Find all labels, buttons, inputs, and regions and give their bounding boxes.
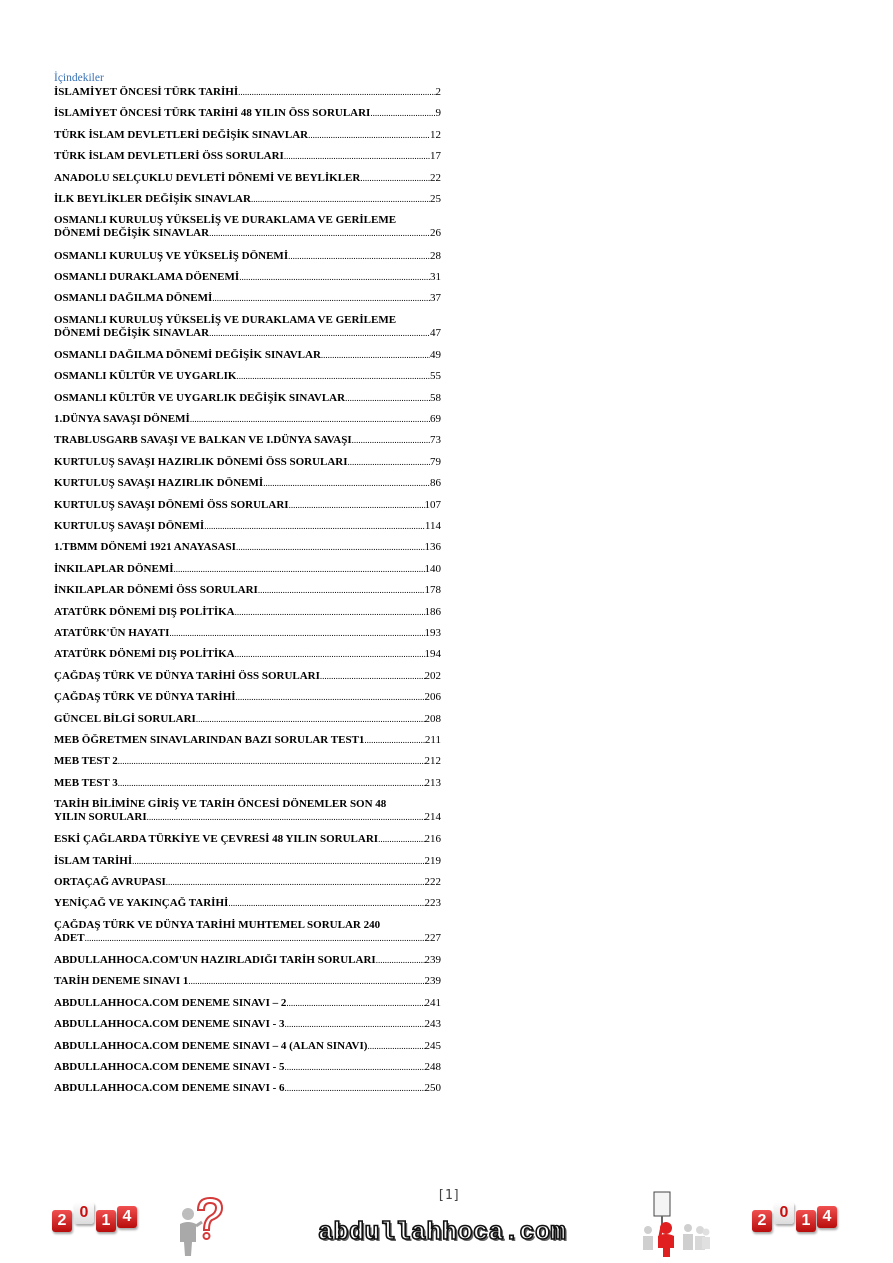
toc-entry[interactable] [54, 456, 441, 477]
toc-entry-title: ADET [54, 931, 85, 944]
dot-leader [235, 606, 425, 619]
toc-entry-page: 222 [424, 876, 441, 889]
toc-entry-page: 212 [424, 755, 441, 768]
toc-entry[interactable] [54, 584, 441, 605]
toc-entry[interactable] [54, 172, 441, 193]
toc-entry[interactable] [54, 798, 441, 833]
toc-entry-title: KURTULUŞ SAVAŞI DÖNEMİ [54, 520, 205, 533]
toc-entry-title: ATATÜRK DÖNEMİ DIŞ POLİTİKA [54, 648, 235, 661]
toc-entry-page: 219 [424, 854, 441, 867]
dot-leader [321, 349, 430, 362]
toc-entry[interactable] [54, 271, 441, 292]
dot-leader [209, 327, 430, 340]
year-digit: 1 [796, 1210, 816, 1232]
toc-entry[interactable] [54, 370, 441, 391]
toc-entry-page: 25 [430, 192, 441, 205]
toc-entry-title: 1.TBMM DÖNEMİ 1921 ANAYASASI [54, 541, 236, 554]
toc-entry-page: 178 [424, 584, 441, 597]
toc-entry-title: ESKİ ÇAĞLARDA TÜRKİYE VE ÇEVRESİ 48 YILIN SORULARI [54, 833, 379, 846]
dot-leader [367, 1040, 424, 1053]
year-2014-badge-left [50, 1200, 138, 1236]
dot-leader [238, 86, 435, 99]
toc-entry-title-line: OSMANLI KURULUŞ YÜKSELİŞ VE DURAKLAMA VE GERİLEME [54, 214, 397, 227]
toc-entry-title: ABDULLAHHOCA.COM DENEME SINAVI - 6 [54, 1082, 285, 1095]
dot-leader [263, 477, 430, 490]
toc-entry-title: KURTULUŞ SAVAŞI HAZIRLIK DÖNEMİ ÖSS SORULARI [54, 455, 348, 468]
dot-leader [360, 172, 430, 185]
dot-leader [288, 250, 430, 263]
toc-entry-title: OSMANLI KÜLTÜR VE UYGARLIK DEĞİŞİK SINAVLAR [54, 391, 346, 404]
toc-title: İçindekiler [54, 72, 104, 84]
dot-leader [308, 129, 430, 142]
toc-entry-title: ÇAĞDAŞ TÜRK VE DÜNYA TARİHİ [54, 691, 236, 704]
toc-entry-title: İNKILAPLAR DÖNEMİ ÖSS SORULARI [54, 584, 258, 597]
toc-entry-page: 55 [430, 370, 441, 383]
dot-leader [190, 413, 430, 426]
toc-entry[interactable] [54, 292, 441, 313]
toc-entry-page: 211 [424, 733, 441, 746]
toc-entry-title: ABDULLAHHOCA.COM DENEME SINAVI – 2 [54, 996, 287, 1009]
toc-entry-page: 140 [424, 562, 441, 575]
toc-entry-page: 69 [430, 413, 441, 426]
dot-leader [320, 670, 425, 683]
dot-leader [132, 855, 424, 868]
toc-entry-page: 241 [424, 996, 441, 1009]
toc-entry[interactable] [54, 86, 441, 107]
toc-entry[interactable] [54, 755, 441, 776]
toc-entry[interactable] [54, 833, 441, 854]
toc-entry[interactable] [54, 1061, 441, 1082]
toc-entry-title: GÜNCEL BİLGİ SORULARI [54, 712, 196, 725]
toc-entry[interactable] [54, 214, 441, 249]
toc-entry-title: OSMANLI KÜLTÜR VE UYGARLIK [54, 370, 237, 383]
dot-leader [173, 563, 424, 576]
dot-leader [239, 271, 430, 284]
toc-entry-page: 208 [424, 712, 441, 725]
toc-entry-title: KURTULUŞ SAVAŞI HAZIRLIK DÖNEMİ [54, 477, 264, 490]
toc-entry-page: 2 [435, 86, 441, 98]
year-digit: 1 [96, 1210, 116, 1232]
dot-leader [285, 1061, 425, 1074]
toc-entry-title: TÜRK İSLAM DEVLETLERİ DEĞİŞİK SINAVLAR [54, 128, 309, 141]
toc-entry-title: ABDULLAHHOCA.COM DENEME SINAVI - 3 [54, 1018, 285, 1031]
toc-entry[interactable] [54, 606, 441, 627]
toc-entry[interactable] [54, 855, 441, 876]
page-number: [1] [437, 1188, 461, 1203]
toc-entry-title: ABDULLAHHOCA.COM DENEME SINAVI – 4 (ALAN SINAVI) [54, 1039, 368, 1052]
toc-entry-page: 79 [430, 455, 441, 468]
toc-entry[interactable] [54, 129, 441, 150]
toc-entry[interactable] [54, 314, 441, 349]
site-logo-text: abdullahhoca.com [318, 1218, 567, 1247]
toc-entry-page: 248 [424, 1060, 441, 1073]
toc-entry-page: 227 [424, 931, 441, 944]
toc-entry-page: 186 [424, 605, 441, 618]
toc-entry-title: OSMANLI DURAKLAMA DÖENEMİ [54, 270, 240, 283]
toc-entry-page: 239 [424, 954, 441, 967]
dot-leader [364, 734, 425, 747]
toc-entry-title: İLK BEYLİKLER DEĞİŞİK SINAVLAR [54, 192, 251, 205]
toc-entry[interactable] [54, 627, 441, 648]
toc-entry-page: 73 [430, 434, 441, 447]
dot-leader [376, 954, 425, 967]
toc-entry[interactable] [54, 563, 441, 584]
toc-entry-page: 214 [424, 811, 441, 824]
dot-leader [204, 520, 425, 533]
dot-leader [378, 833, 424, 846]
dot-leader [345, 392, 430, 405]
toc-entry-page: 114 [424, 520, 441, 533]
toc-entry[interactable] [54, 1018, 441, 1039]
year-2014-badge-right [750, 1200, 838, 1236]
toc-entry[interactable] [54, 997, 441, 1018]
dot-leader [236, 691, 425, 704]
toc-entry[interactable] [54, 897, 441, 918]
toc-entry[interactable] [54, 392, 441, 413]
toc-entry-title: TÜRK İSLAM DEVLETLERİ ÖSS SORULARI [54, 150, 284, 163]
dot-leader [235, 648, 425, 661]
toc-entry-page: 26 [430, 227, 441, 240]
year-digit: 4 [117, 1206, 137, 1228]
toc-entry-page: 22 [430, 171, 441, 184]
toc-entry-title: TARİH DENEME SINAVI 1 [54, 975, 189, 988]
dot-leader [147, 811, 425, 824]
toc-entry-page: 49 [430, 348, 441, 361]
toc-entry[interactable] [54, 670, 441, 691]
dot-leader [285, 1082, 425, 1095]
toc-entry-page: 243 [424, 1018, 441, 1031]
toc-entry-title: YILIN SORULARI [54, 811, 147, 824]
toc-entry-page: 239 [424, 975, 441, 988]
toc-entry-title-line: ÇAĞDAŞ TÜRK VE DÜNYA TARİHİ MUHTEMEL SORULAR 240 [54, 918, 381, 931]
toc-entry[interactable] [54, 349, 441, 370]
toc-entry-page: 86 [430, 477, 441, 490]
toc-entry-page: 250 [424, 1082, 441, 1095]
toc-entry-title: ANADOLU SELÇUKLU DEVLETİ DÖNEMİ VE BEYLİKLER [54, 171, 361, 184]
year-digit: 0 [774, 1202, 794, 1224]
toc-entry-title: İSLAMİYET ÖNCESİ TÜRK TARİHİ [54, 86, 239, 98]
question-figure-icon [176, 1196, 226, 1258]
toc-entry-title: ATATÜRK'ÜN HAYATI [54, 626, 170, 639]
toc-entry[interactable] [54, 777, 441, 798]
toc-entry[interactable] [54, 520, 441, 541]
toc-entry-title: İNKILAPLAR DÖNEMİ [54, 562, 174, 575]
toc-entry-title: KURTULUŞ SAVAŞI DÖNEMİ ÖSS SORULARI [54, 498, 289, 511]
toc-entry[interactable] [54, 193, 441, 214]
toc-entry[interactable] [54, 250, 441, 271]
year-digit: 2 [52, 1210, 72, 1232]
toc-entry-page: 9 [435, 107, 441, 120]
dot-leader [85, 932, 425, 945]
toc-entry[interactable] [54, 1082, 441, 1103]
toc-entry[interactable] [54, 413, 441, 434]
year-digit: 2 [752, 1210, 772, 1232]
toc-entry-title: DÖNEMİ DEĞİŞİK SINAVLAR [54, 326, 210, 339]
toc-entry[interactable] [54, 477, 441, 498]
toc-entry-page: 47 [430, 326, 441, 339]
dot-leader [370, 107, 435, 120]
toc-entry-page: 216 [424, 833, 441, 846]
dot-leader [188, 975, 424, 988]
toc-entry-title: DÖNEMİ DEĞİŞİK SINAVLAR [54, 227, 210, 240]
dot-leader [118, 755, 425, 768]
toc-entry-page: 107 [424, 498, 441, 511]
toc-entry-page: 37 [430, 292, 441, 305]
year-digit: 4 [817, 1206, 837, 1228]
toc-entry[interactable] [54, 107, 441, 128]
dot-leader [236, 370, 430, 383]
toc-entry-page: 28 [430, 249, 441, 262]
year-digit: 0 [74, 1202, 94, 1224]
dot-leader [209, 227, 430, 240]
toc-entry[interactable] [54, 499, 441, 520]
dot-leader [236, 541, 425, 554]
toc-entry[interactable] [54, 541, 441, 562]
toc-entry-title: MEB TEST 2 [54, 755, 118, 768]
toc-entry-page: 245 [424, 1039, 441, 1052]
toc-entry-title: ÇAĞDAŞ TÜRK VE DÜNYA TARİHİ ÖSS SORULARI [54, 669, 320, 682]
toc-entry-title: ATATÜRK DÖNEMİ DIŞ POLİTİKA [54, 605, 235, 618]
toc-entry-title: İSLAMİYET ÖNCESİ TÜRK TARİHİ 48 YILIN ÖSS SORULARI [54, 107, 371, 120]
dot-leader [118, 777, 425, 790]
toc-entry-page: 202 [424, 669, 441, 682]
toc-entry-page: 213 [424, 776, 441, 789]
toc-entry-title: OSMANLI KURULUŞ VE YÜKSELİŞ DÖNEMİ [54, 249, 289, 262]
toc-entry-page: 58 [430, 391, 441, 404]
dot-leader [258, 584, 425, 597]
toc-entry-title: OSMANLI DAĞILMA DÖNEMİ DEĞİŞİK SINAVLAR [54, 348, 321, 361]
toc-entry-title: ABDULLAHHOCA.COM'UN HAZIRLADIĞI TARİH SORULARI [54, 954, 376, 967]
toc-entry[interactable] [54, 954, 441, 975]
toc-entry-title: İSLAM TARİHİ [54, 854, 133, 867]
dot-leader [286, 997, 424, 1010]
toc-entry[interactable] [54, 434, 441, 455]
dot-leader [212, 292, 430, 305]
toc-entry-title-line: OSMANLI KURULUŞ YÜKSELİŞ VE DURAKLAMA VE GERİLEME [54, 313, 397, 326]
toc-entry-page: 193 [424, 626, 441, 639]
toc-entry-page: 206 [424, 691, 441, 704]
toc-entry-title: TRABLUSGARB SAVAŞI VE BALKAN VE I.DÜNYA SAVAŞI [54, 434, 352, 447]
dot-leader [284, 150, 430, 163]
dot-leader [289, 499, 425, 512]
toc-entry-title: ORTAÇAĞ AVRUPASI [54, 876, 166, 889]
toc-entry[interactable] [54, 919, 441, 954]
toc-entry[interactable] [54, 876, 441, 897]
toc-entry-page: 223 [424, 897, 441, 910]
toc-entry-page: 136 [424, 541, 441, 554]
toc-entry[interactable] [54, 648, 441, 669]
toc-entry[interactable] [54, 975, 441, 996]
dot-leader [166, 876, 425, 889]
toc-entry-title: YENİÇAĞ VE YAKINÇAĞ TARİHİ [54, 897, 229, 910]
dot-leader [348, 456, 430, 469]
toc-entry-title: OSMANLI DAĞILMA DÖNEMİ [54, 292, 213, 305]
dot-leader [285, 1018, 425, 1031]
dot-leader [169, 627, 424, 640]
dot-leader [196, 713, 425, 726]
toc-entry-title: MEB TEST 3 [54, 776, 118, 789]
toc-entry-title: 1.DÜNYA SAVAŞI DÖNEMİ [54, 413, 190, 426]
toc-entry-title: ABDULLAHHOCA.COM DENEME SINAVI - 5 [54, 1060, 285, 1073]
dot-leader [352, 434, 430, 447]
table-of-contents [54, 86, 441, 1104]
protest-crowd-icon [640, 1190, 712, 1258]
toc-entry[interactable] [54, 1040, 441, 1061]
toc-entry[interactable] [54, 150, 441, 171]
toc-entry[interactable] [54, 713, 441, 734]
toc-entry-title-line: TARİH BİLİMİNE GİRİŞ VE TARİH ÖNCESİ DÖNEMLER SON 48 [54, 798, 387, 811]
toc-entry-title: MEB ÖĞRETMEN SINAVLARINDAN BAZI SORULAR TEST1 [54, 733, 365, 746]
toc-entry[interactable] [54, 691, 441, 712]
toc-entry-page: 12 [430, 128, 441, 141]
toc-entry[interactable] [54, 734, 441, 755]
toc-entry-page: 17 [430, 150, 441, 163]
dot-leader [228, 897, 424, 910]
toc-entry-page: 194 [424, 648, 441, 661]
toc-entry-page: 31 [430, 270, 441, 283]
dot-leader [251, 193, 430, 206]
